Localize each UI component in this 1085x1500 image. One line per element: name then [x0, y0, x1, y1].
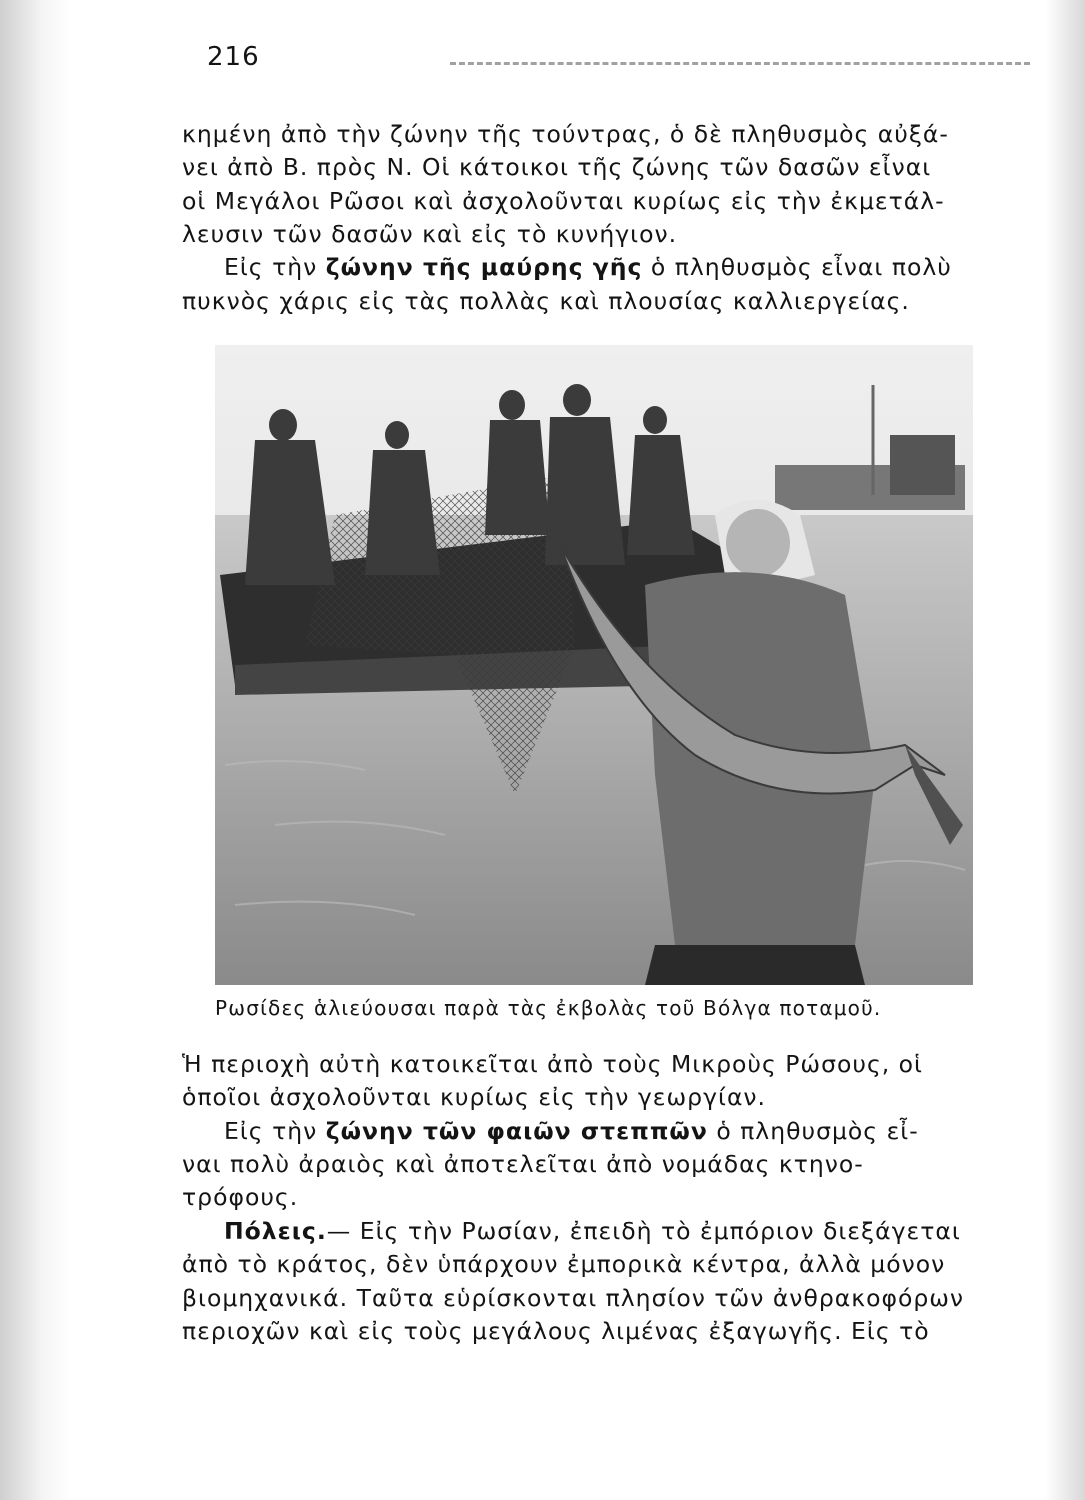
text-top — [182, 118, 1032, 318]
text-line: κημένη ἀπὸ τὴν ζώνην τῆς τούντρας, ὁ δὲ πληθυσμὸς αὐξά- — [182, 120, 949, 148]
text-line: Ἡ περιοχὴ αὐτὴ κατοικεῖται ἀπὸ τοὺς Μικροὺς Ρώσους, οἱ — [182, 1050, 924, 1078]
paragraph-little-russians — [182, 1048, 1032, 1115]
text-line: οἱ Μεγάλοι Ρῶσοι καὶ ἀσχολοῦνται κυρίως εἰς τὴν ἐκμετάλ- — [182, 186, 945, 215]
text-line: νει ἀπὸ Β. πρὸς Ν. Οἱ κάτοικοι τῆς ζώνης τῶν δασῶν εἶναι — [182, 153, 932, 182]
text-line: ναι πολὺ ἀραιὸς καὶ ἀποτελεῖται ἀπὸ νομάδας κτηνο- — [182, 1150, 864, 1179]
section-heading-cities: Πόλεις. — [224, 1216, 327, 1245]
text-line: ἀπὸ τὸ κράτος, δὲν ὑπάρχουν ἐμπορικὰ κέντρα, ἀλλὰ μόνον — [182, 1250, 946, 1279]
text-fragment: ὁ πληθυσμὸς εἶναι πολὺ — [642, 253, 952, 282]
text-fragment: — Εἰς τὴν Ρωσίαν, ἐπειδὴ τὸ ἐμπόριον διεξάγεται — [326, 1216, 961, 1245]
page-edge-shadow — [1045, 0, 1085, 1500]
text-line: βιομηχανικά. Ταῦτα εὑρίσκονται πλησίον τῶν ἀνθρακοφόρων — [182, 1283, 965, 1312]
text-bottom — [182, 1048, 1032, 1348]
text-fragment: ὁ πληθυσμὸς εἶ- — [707, 1116, 919, 1145]
text-line: ὁποῖοι ἀσχολοῦνται κυρίως εἰς τὴν γεωργίαν. — [182, 1083, 767, 1112]
fishing-photograph — [215, 345, 973, 985]
page-gutter-shadow — [0, 0, 70, 1500]
text-line: τρόφους. — [182, 1183, 299, 1212]
figure-caption: Ρωσίδες ἁλιεύουσαι παρὰ τὰς ἐκβολὰς τοῦ Βόλγα ποταμοῦ. — [215, 996, 882, 1020]
paragraph-black-earth-zone — [182, 251, 1032, 318]
header-rule — [450, 62, 1030, 65]
text-line: περιοχῶν καὶ εἰς τοὺς μεγάλους λιμένας ἐξαγωγῆς. Εἰς τὸ — [182, 1316, 930, 1345]
paragraph-continuation — [182, 118, 1032, 251]
paragraph-cities — [182, 1215, 1032, 1348]
term-black-earth-zone: ζώνην τῆς μαύρης γῆς — [325, 253, 643, 282]
text-line: πυκνὸς χάρις εἰς τὰς πολλὰς καὶ πλουσίας καλλιεργείας. — [182, 286, 910, 315]
text-fragment: Εἰς τὴν — [224, 1116, 326, 1145]
page-number: 216 — [207, 42, 260, 72]
paragraph-steppe-zone — [182, 1115, 1032, 1215]
text-fragment: Εἰς τὴν — [224, 253, 326, 282]
term-grey-steppe-zone: ζώνην τῶν φαιῶν στεππῶν — [325, 1116, 708, 1145]
text-line: λευσιν τῶν δασῶν καὶ εἰς τὸ κυνήγιον. — [182, 220, 678, 249]
